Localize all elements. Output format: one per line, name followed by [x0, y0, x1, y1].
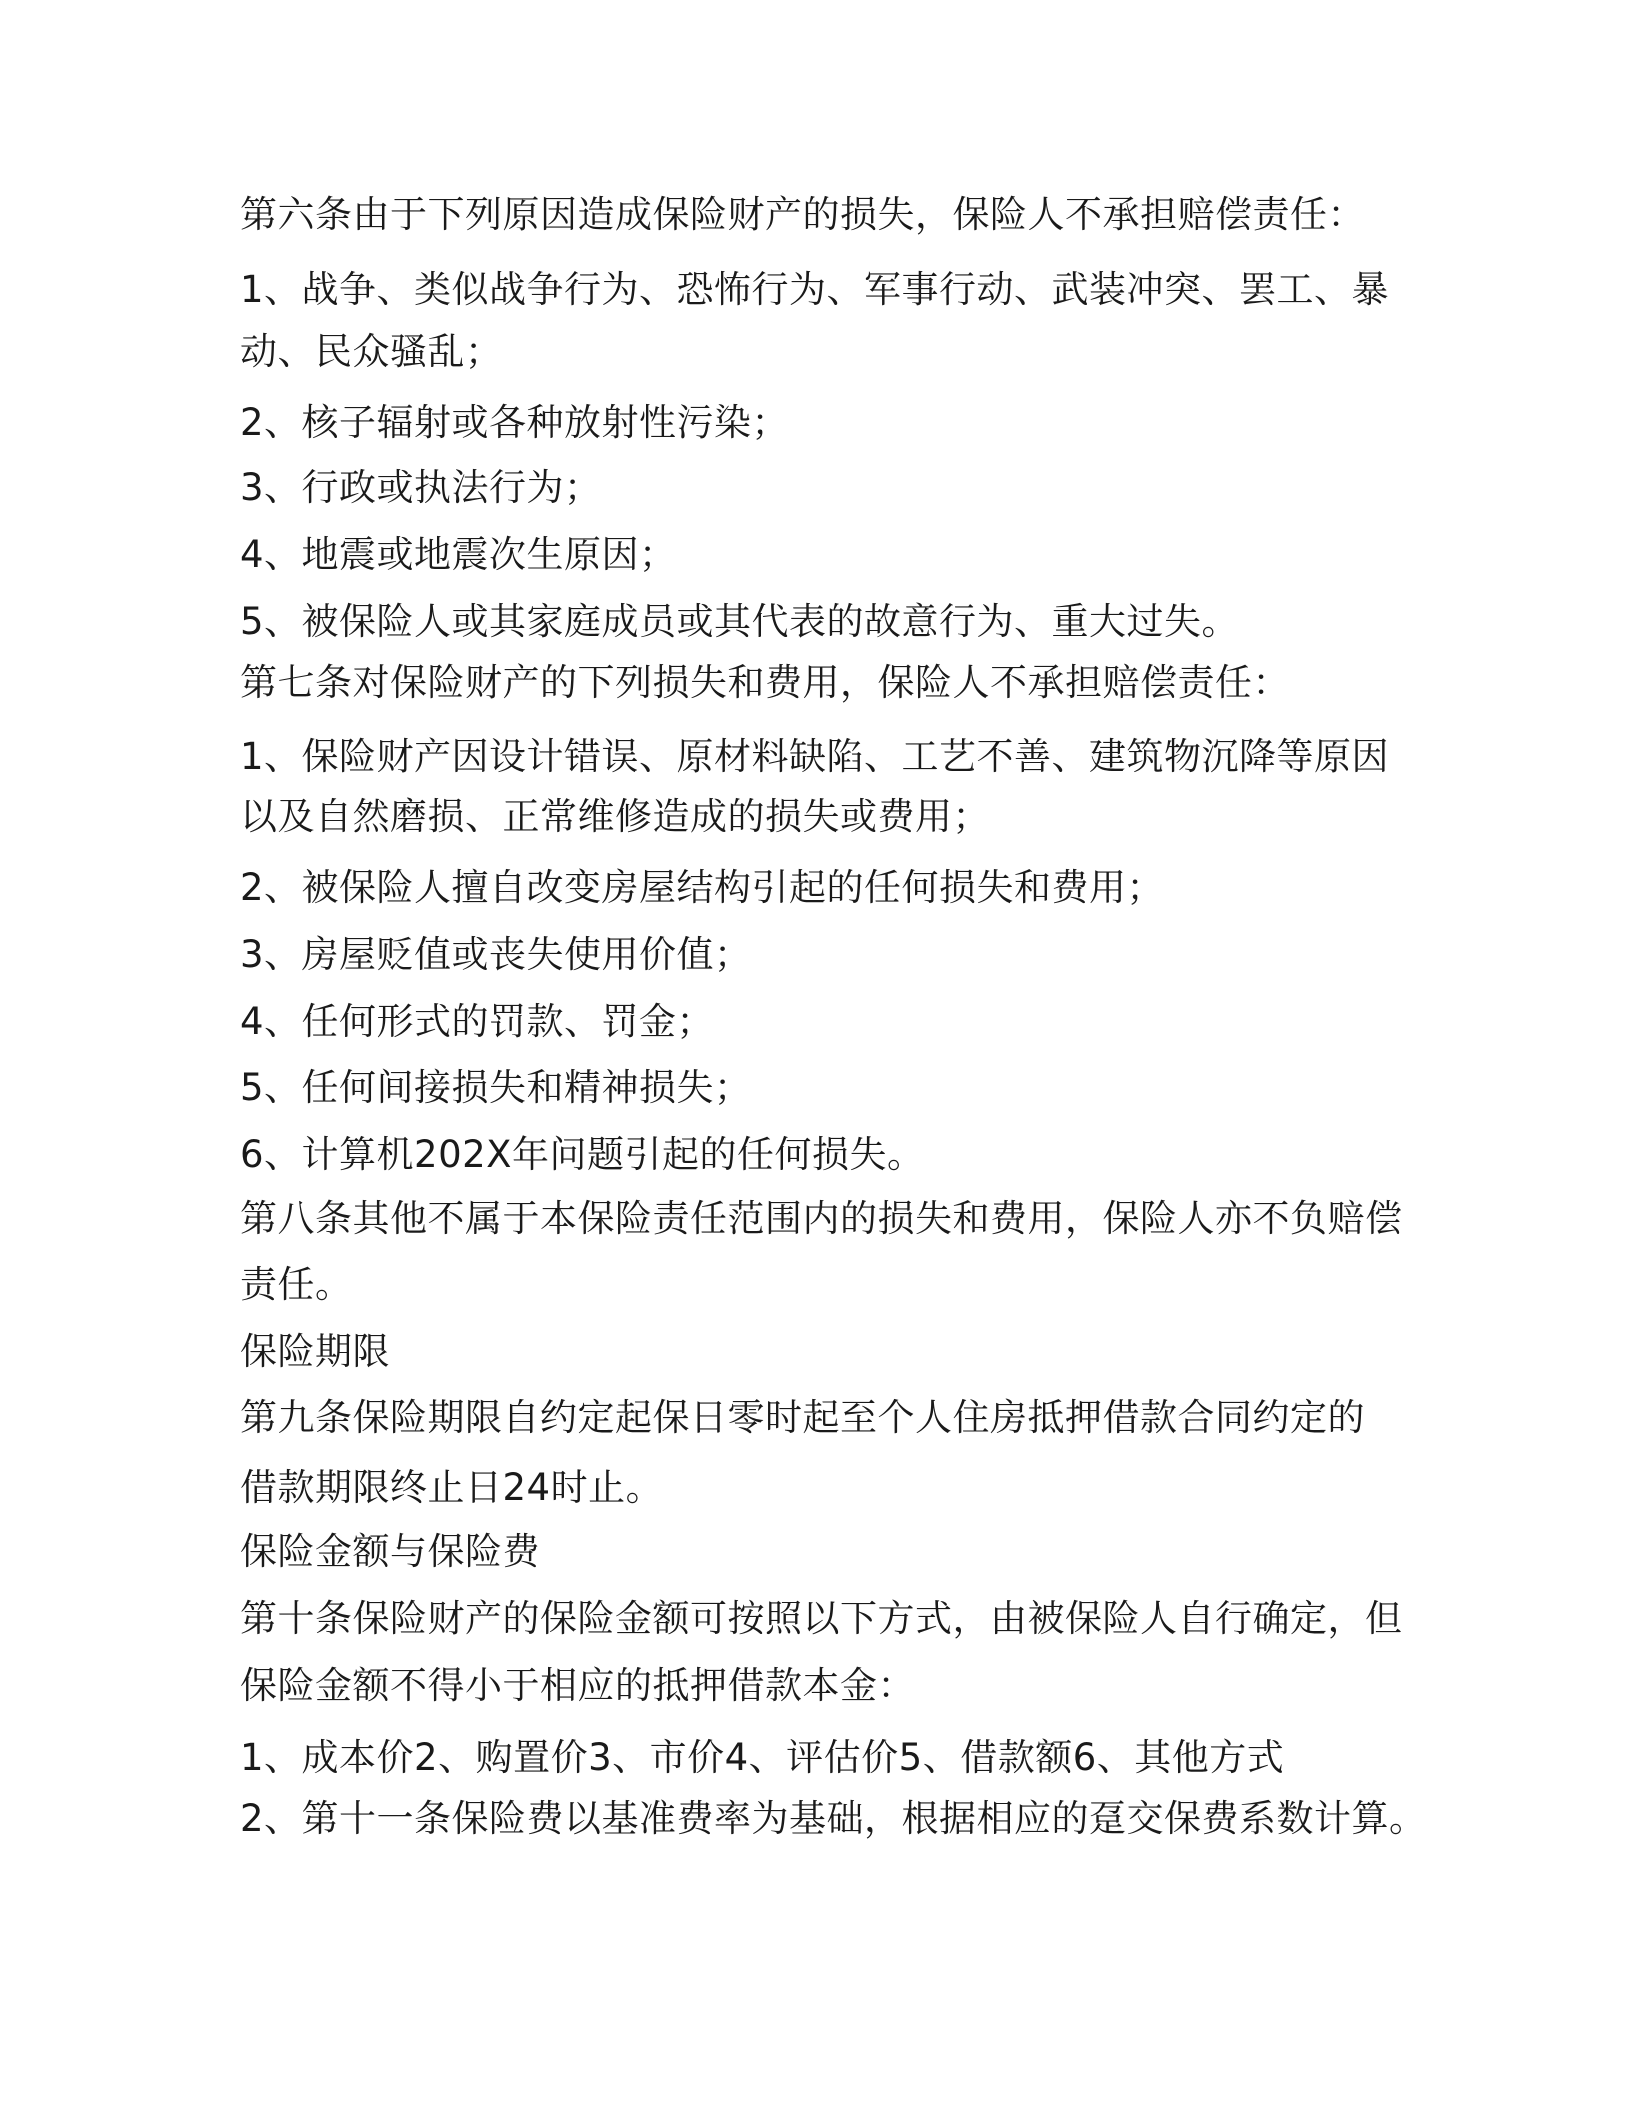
text-line: 责任。 [240, 1263, 353, 1306]
text-line: 第八条其他不属于本保险责任范围内的损失和费用，保险人亦不负赔偿 [240, 1197, 1403, 1240]
text-line: 以及自然磨损、正常维修造成的损失或费用； [240, 795, 990, 838]
text-line: 1、成本价2、购置价3、市价4、评估价5、借款额6、其他方式 [240, 1736, 1285, 1779]
text-line: 动、民众骚乱； [240, 330, 503, 373]
text-line: 2、第十一条保险费以基准费率为基础，根据相应的趸交保费系数计算。 [240, 1797, 1427, 1840]
text-line: 4、地震或地震次生原因； [240, 533, 677, 576]
text-line: 5、任何间接损失和精神损失； [240, 1066, 752, 1109]
text-line: 2、被保险人擅自改变房屋结构引起的任何损失和费用； [240, 866, 1165, 909]
text-line: 4、任何形式的罚款、罚金； [240, 1000, 715, 1043]
text-line: 2、核子辐射或各种放射性污染； [240, 401, 790, 444]
text-line: 5、被保险人或其家庭成员或其代表的故意行为、重大过失。 [240, 600, 1240, 643]
text-line: 借款期限终止日24时止。 [240, 1466, 664, 1509]
text-line: 保险金额不得小于相应的抵押借款本金： [240, 1664, 915, 1707]
text-line: 第七条对保险财产的下列损失和费用，保险人不承担赔偿责任： [240, 661, 1290, 704]
section-heading: 保险金额与保险费 [240, 1530, 540, 1573]
text-line: 6、计算机202X年问题引起的任何损失。 [240, 1133, 925, 1176]
text-line: 3、行政或执法行为； [240, 466, 602, 509]
text-line: 3、房屋贬值或丧失使用价值； [240, 933, 752, 976]
text-line: 1、战争、类似战争行为、恐怖行为、军事行动、武装冲突、罢工、暴 [240, 268, 1390, 311]
section-heading: 保险期限 [240, 1330, 390, 1373]
text-line: 第十条保险财产的保险金额可按照以下方式，由被保险人自行确定，但 [240, 1597, 1403, 1640]
text-line: 1、保险财产因设计错误、原材料缺陷、工艺不善、建筑物沉降等原因 [240, 735, 1390, 778]
text-line: 第六条由于下列原因造成保险财产的损失，保险人不承担赔偿责任： [240, 193, 1365, 236]
text-line: 第九条保险期限自约定起保日零时起至个人住房抵押借款合同约定的 [240, 1396, 1365, 1439]
